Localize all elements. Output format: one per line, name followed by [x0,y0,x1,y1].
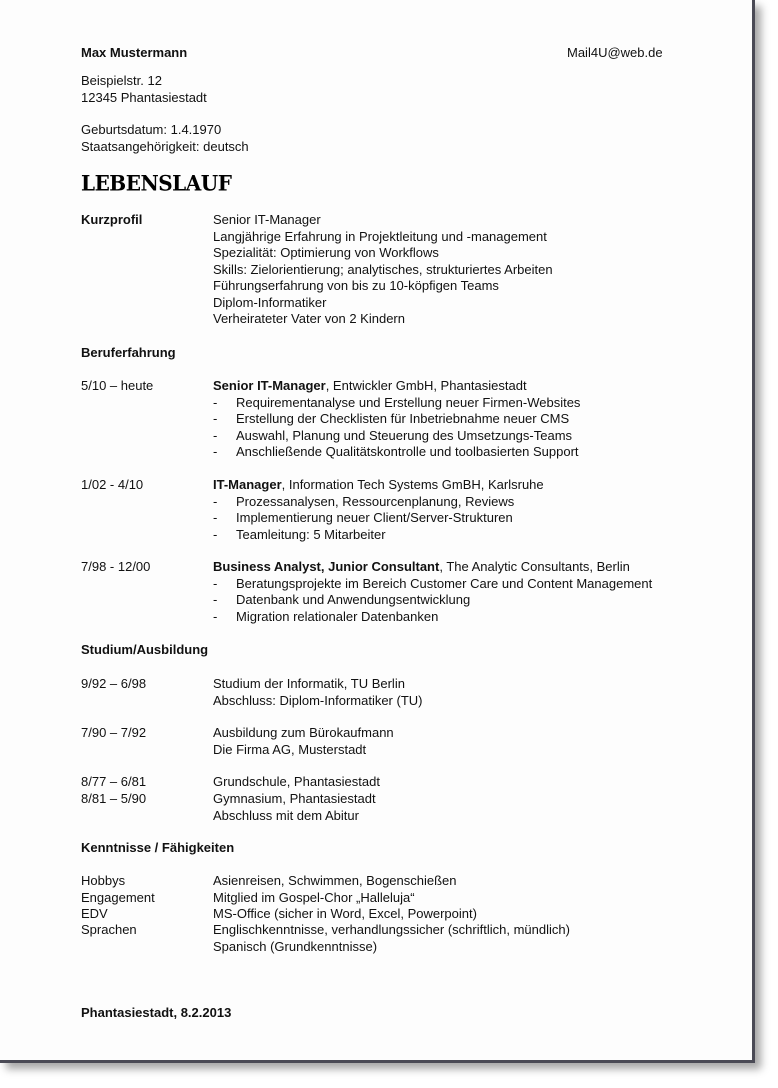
job-bullet [213,576,652,593]
skill-line: Spanisch (Grundkenntnisse) [213,938,378,954]
education-details [213,676,423,709]
job-title-line [213,378,580,395]
job-title-line [213,559,652,576]
bullet-dash: - [213,592,218,607]
skill-details [213,873,457,890]
education-line: Ausbildung zum Bürokaufmann [213,725,394,740]
kurzprofil-line: Langjährige Erfahrung in Projektleitung und -management [213,228,547,244]
skill-line: Mitglied im Gospel-Chor „Halleluja“ [213,890,415,905]
job-details [213,378,580,461]
bullet-text: Migration relationaler Datenbanken [236,608,439,624]
kurzprofil-line: Skills: Zielorientierung; analytisches, strukturiertes Arbeiten [213,261,553,277]
education-details [213,725,394,758]
job-bullet [213,510,544,527]
job-bullet [213,411,580,428]
job-period: 5/10 – heute [81,378,154,393]
education-details [213,774,380,791]
nationality: Staatsangehörigkeit: deutsch [81,139,249,154]
job-role: Senior IT-Manager [213,378,326,393]
education-period: 7/90 – 7/92 [81,725,147,740]
job-employer: , The Analytic Consultants, Berlin [439,559,630,574]
bullet-text: Beratungsprojekte im Bereich Customer Care und Content Management [236,575,653,591]
bullet-text: Erstellung der Checklisten für Inbetriebnahme neuer CMS [236,411,570,426]
bullet-dash: - [213,394,218,410]
bullet-dash: - [213,526,218,542]
skill-line: MS-Office (sicher in Word, Excel, Powerpoint) [213,906,477,921]
job-bullet [213,444,580,461]
education-details [213,791,376,824]
job-period: 1/02 - 4/10 [81,477,144,492]
education-line: Die Firma AG, Musterstadt [213,741,367,757]
kurzprofil-line: Senior IT-Manager [213,212,321,227]
skill-label: Hobbys [81,873,126,888]
skill-label: EDV [81,906,108,921]
birth-date: Geburtsdatum: 1.4.1970 [81,122,222,137]
kurzprofil-line: Spezialität: Optimierung von Workflows [213,245,439,260]
education-line: Gymnasium, Phantasiestadt [213,791,376,806]
job-details [213,559,652,625]
kurzprofil-line: Führungserfahrung von bis zu 10-köpfigen Teams [213,278,499,293]
skill-details [213,890,415,907]
job-role: Business Analyst, Junior Consultant [213,559,440,574]
job-bullet [213,494,544,511]
city: 12345 Phantasiestadt [81,90,207,105]
bullet-text: Auswahl, Planung und Steuerung des Umsetzungs-Teams [236,427,573,443]
bullet-text: Datenbank und Anwendungsentwicklung [236,592,471,607]
bullet-dash: - [213,510,218,525]
kenntnisse-heading: Kenntnisse / Fähigkeiten [81,840,235,855]
bullet-dash: - [213,427,218,443]
skill-line: Englischkenntnisse, verhandlungssicher (schriftlich, mündlich) [213,922,570,937]
bullet-text: Anschließende Qualitätskontrolle und toolbasierten Support [236,444,579,459]
skill-details [213,922,570,955]
job-title-line [213,477,544,494]
job-employer: , Entwickler GmbH, Phantasiestadt [325,378,527,393]
education-period: 9/92 – 6/98 [81,676,147,691]
education-line: Abschluss mit dem Abitur [213,807,359,823]
studium-heading: Studium/Ausbildung [81,642,209,657]
bullet-dash: - [213,411,218,426]
document-title: LEBENSLAUF [81,170,232,196]
place-date: Phantasiestadt, 8.2.2013 [81,1005,232,1020]
bullet-text: Prozessanalysen, Ressourcenplanung, Reviews [236,493,515,509]
skill-label: Engagement [81,890,155,905]
applicant-name: Max Mustermann [81,45,188,60]
bullet-dash: - [213,493,218,509]
job-employer: , Information Tech Systems GmBH, Karlsruhe [281,477,544,492]
job-bullet [213,527,544,544]
education-line: Grundschule, Phantasiestadt [213,774,380,789]
job-bullet [213,592,652,609]
kurzprofil-label: Kurzprofil [81,212,143,227]
street: Beispielstr. 12 [81,73,162,88]
bullet-text: Implementierung neuer Client/Server-Strukturen [236,510,513,525]
skill-label: Sprachen [81,922,137,937]
education-period: 8/81 – 5/90 [81,791,147,806]
kurzprofil-line: Diplom-Informatiker [213,294,327,310]
job-bullet [213,428,580,445]
job-bullet [213,609,652,626]
email: Mail4U@web.de [567,45,663,60]
bullet-dash: - [213,575,218,591]
education-line: Abschluss: Diplom-Informatiker (TU) [213,692,423,708]
skill-details [213,906,477,923]
job-role: IT-Manager [213,477,282,492]
job-period: 7/98 - 12/00 [81,559,151,574]
skill-line: Asienreisen, Schwimmen, Bogenschießen [213,873,457,888]
beruf-heading: Beruferfahrung [81,345,176,360]
bullet-dash: - [213,608,218,624]
bullet-text: Requirementanalyse und Erstellung neuer Firmen-Websites [236,394,581,410]
bullet-text: Teamleitung: 5 Mitarbeiter [236,526,386,542]
bullet-dash: - [213,444,218,459]
kurzprofil-line: Verheirateter Vater von 2 Kindern [213,311,405,326]
job-details [213,477,544,543]
education-line: Studium der Informatik, TU Berlin [213,676,405,691]
education-period: 8/77 – 6/81 [81,774,147,789]
kurzprofil-lines [213,212,553,328]
job-bullet [213,395,580,412]
